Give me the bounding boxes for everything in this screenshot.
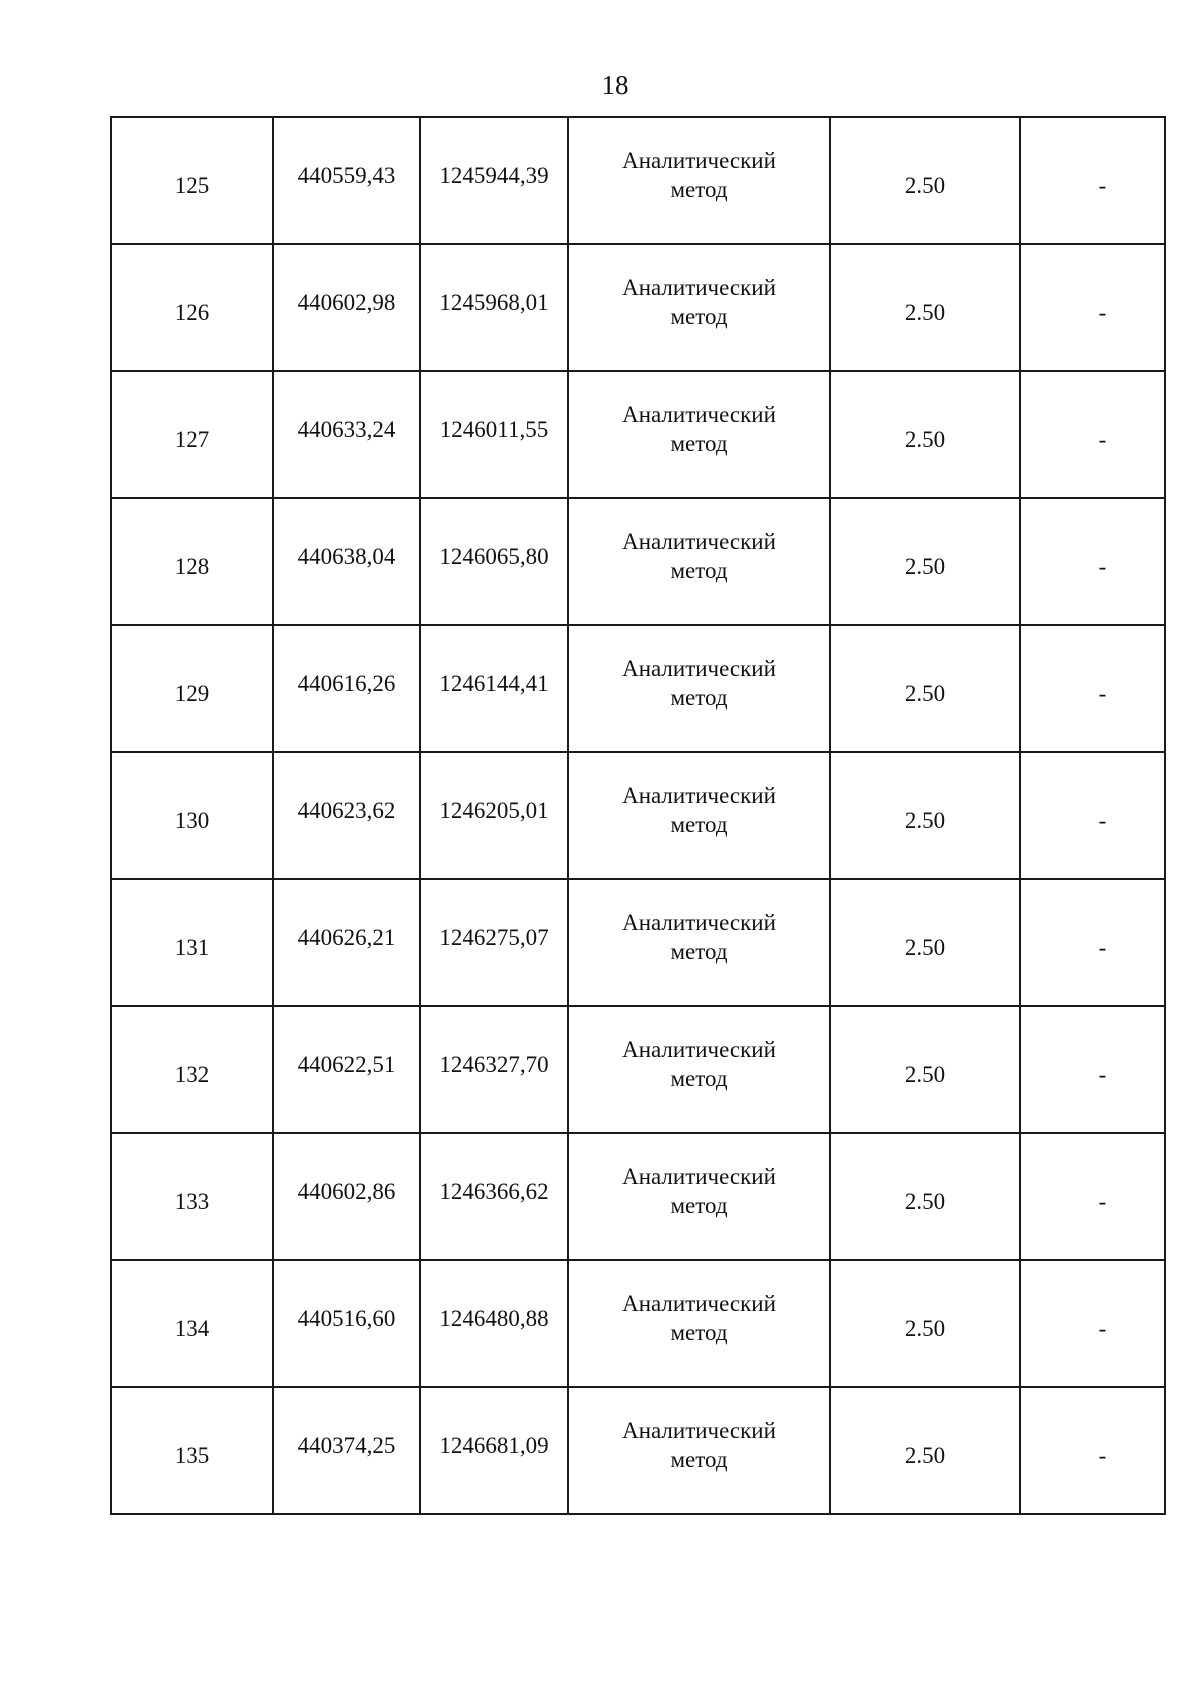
y-coordinate-cell: [420, 879, 568, 1006]
y-coordinate: 1246011,55: [439, 417, 549, 442]
method-line-1: Аналитический: [622, 1163, 776, 1189]
table-row: [111, 244, 1165, 371]
description-value: -: [1098, 1316, 1107, 1341]
y-coordinate-cell: [420, 498, 568, 625]
x-coordinate: 440516,60: [297, 1306, 396, 1331]
method-cell: [568, 1133, 830, 1260]
x-coordinate: 440374,25: [297, 1433, 396, 1458]
description-value: -: [1098, 173, 1107, 198]
method-line-2: метод: [670, 557, 728, 583]
description-value: -: [1098, 1189, 1107, 1214]
y-coordinate-cell: [420, 371, 568, 498]
accuracy-value: 2.50: [904, 427, 946, 452]
x-coordinate: 440559,43: [297, 163, 396, 188]
description-cell: [1020, 117, 1165, 244]
point-number: 126: [174, 300, 210, 325]
y-coordinate: 1246480,88: [439, 1306, 549, 1331]
point-number-cell: [111, 371, 273, 498]
method-cell: [568, 117, 830, 244]
table-row: [111, 117, 1165, 244]
method-cell: [568, 1387, 830, 1514]
y-coordinate: 1246065,80: [439, 544, 549, 569]
method-cell: [568, 498, 830, 625]
accuracy-cell: [830, 752, 1020, 879]
method-text: [569, 400, 829, 458]
method-line-1: Аналитический: [622, 274, 776, 300]
x-coordinate-cell: [273, 1006, 420, 1133]
accuracy-value: 2.50: [904, 1316, 946, 1341]
accuracy-value: 2.50: [904, 1189, 946, 1214]
accuracy-cell: [830, 371, 1020, 498]
accuracy-value: 2.50: [904, 173, 946, 198]
method-cell: [568, 1260, 830, 1387]
x-coordinate-cell: [273, 752, 420, 879]
y-coordinate: 1245968,01: [439, 290, 549, 315]
method-text: [569, 781, 829, 839]
coordinates-table-body: [111, 117, 1165, 1514]
point-number: 128: [174, 554, 210, 579]
method-line-2: метод: [670, 303, 728, 329]
method-text: [569, 1162, 829, 1220]
accuracy-cell: [830, 244, 1020, 371]
method-text: [569, 1416, 829, 1474]
accuracy-cell: [830, 879, 1020, 1006]
method-text: [569, 527, 829, 585]
point-number-cell: [111, 1133, 273, 1260]
description-cell: [1020, 1260, 1165, 1387]
description-value: -: [1098, 554, 1107, 579]
method-cell: [568, 371, 830, 498]
y-coordinate: 1246327,70: [439, 1052, 549, 1077]
point-number-cell: [111, 244, 273, 371]
y-coordinate: 1246366,62: [439, 1179, 549, 1204]
point-number-cell: [111, 498, 273, 625]
x-coordinate: 440622,51: [297, 1052, 396, 1077]
table-row: [111, 1260, 1165, 1387]
point-number-cell: [111, 752, 273, 879]
method-line-1: Аналитический: [622, 147, 776, 173]
method-line-2: метод: [670, 1319, 728, 1345]
method-line-2: метод: [670, 1446, 728, 1472]
point-number-cell: [111, 117, 273, 244]
y-coordinate-cell: [420, 1006, 568, 1133]
method-line-1: Аналитический: [622, 909, 776, 935]
point-number-cell: [111, 1006, 273, 1133]
x-coordinate-cell: [273, 1133, 420, 1260]
method-cell: [568, 625, 830, 752]
description-cell: [1020, 1387, 1165, 1514]
accuracy-value: 2.50: [904, 300, 946, 325]
description-cell: [1020, 371, 1165, 498]
point-number: 127: [174, 427, 210, 452]
method-line-1: Аналитический: [622, 782, 776, 808]
x-coordinate-cell: [273, 625, 420, 752]
description-cell: [1020, 1133, 1165, 1260]
method-line-1: Аналитический: [622, 1417, 776, 1443]
table-row: [111, 625, 1165, 752]
description-cell: [1020, 244, 1165, 371]
point-number-cell: [111, 879, 273, 1006]
method-text: [569, 1289, 829, 1347]
y-coordinate-cell: [420, 752, 568, 879]
y-coordinate-cell: [420, 1260, 568, 1387]
method-line-1: Аналитический: [622, 401, 776, 427]
method-cell: [568, 752, 830, 879]
method-text: [569, 273, 829, 331]
description-cell: [1020, 498, 1165, 625]
method-line-2: метод: [670, 1192, 728, 1218]
table-row: [111, 1387, 1165, 1514]
table-row: [111, 1006, 1165, 1133]
x-coordinate: 440633,24: [297, 417, 396, 442]
description-cell: [1020, 1006, 1165, 1133]
accuracy-value: 2.50: [904, 554, 946, 579]
x-coordinate-cell: [273, 244, 420, 371]
table-row: [111, 879, 1165, 1006]
accuracy-value: 2.50: [904, 935, 946, 960]
method-text: [569, 146, 829, 204]
point-number: 135: [174, 1443, 210, 1468]
accuracy-cell: [830, 1387, 1020, 1514]
accuracy-cell: [830, 498, 1020, 625]
description-value: -: [1098, 1062, 1107, 1087]
method-line-1: Аналитический: [622, 655, 776, 681]
x-coordinate: 440602,86: [297, 1179, 396, 1204]
table-row: [111, 498, 1165, 625]
y-coordinate-cell: [420, 1387, 568, 1514]
coordinates-table: [110, 116, 1166, 1515]
point-number-cell: [111, 625, 273, 752]
method-text: [569, 908, 829, 966]
method-line-2: метод: [670, 684, 728, 710]
description-value: -: [1098, 427, 1107, 452]
point-number: 125: [174, 173, 210, 198]
point-number: 134: [174, 1316, 210, 1341]
method-cell: [568, 1006, 830, 1133]
method-text: [569, 1035, 829, 1093]
accuracy-cell: [830, 1006, 1020, 1133]
method-line-1: Аналитический: [622, 528, 776, 554]
method-line-2: метод: [670, 176, 728, 202]
y-coordinate: 1246681,09: [439, 1433, 549, 1458]
accuracy-cell: [830, 1260, 1020, 1387]
accuracy-value: 2.50: [904, 1062, 946, 1087]
x-coordinate: 440638,04: [297, 544, 396, 569]
y-coordinate: 1246144,41: [439, 671, 549, 696]
accuracy-value: 2.50: [904, 1443, 946, 1468]
point-number: 129: [174, 681, 210, 706]
x-coordinate: 440626,21: [297, 925, 396, 950]
point-number: 130: [174, 808, 210, 833]
description-value: -: [1098, 935, 1107, 960]
x-coordinate-cell: [273, 879, 420, 1006]
point-number: 132: [174, 1062, 210, 1087]
description-value: -: [1098, 300, 1107, 325]
table-row: [111, 1133, 1165, 1260]
y-coordinate-cell: [420, 1133, 568, 1260]
description-value: -: [1098, 681, 1107, 706]
description-cell: [1020, 625, 1165, 752]
y-coordinate-cell: [420, 117, 568, 244]
x-coordinate-cell: [273, 1260, 420, 1387]
x-coordinate: 440602,98: [297, 290, 396, 315]
description-cell: [1020, 752, 1165, 879]
method-line-2: метод: [670, 938, 728, 964]
x-coordinate-cell: [273, 1387, 420, 1514]
y-coordinate: 1246205,01: [439, 798, 549, 823]
accuracy-value: 2.50: [904, 808, 946, 833]
accuracy-value: 2.50: [904, 681, 946, 706]
method-line-1: Аналитический: [622, 1290, 776, 1316]
table-row: [111, 371, 1165, 498]
table-row: [111, 752, 1165, 879]
method-line-2: метод: [670, 1065, 728, 1091]
point-number: 133: [174, 1189, 210, 1214]
y-coordinate-cell: [420, 625, 568, 752]
method-line-2: метод: [670, 811, 728, 837]
y-coordinate: 1246275,07: [439, 925, 549, 950]
description-value: -: [1098, 808, 1107, 833]
accuracy-cell: [830, 625, 1020, 752]
accuracy-cell: [830, 117, 1020, 244]
x-coordinate-cell: [273, 371, 420, 498]
accuracy-cell: [830, 1133, 1020, 1260]
method-cell: [568, 879, 830, 1006]
point-number: 131: [174, 935, 210, 960]
point-number-cell: [111, 1387, 273, 1514]
y-coordinate-cell: [420, 244, 568, 371]
x-coordinate-cell: [273, 498, 420, 625]
x-coordinate: 440616,26: [297, 671, 396, 696]
method-line-2: метод: [670, 430, 728, 456]
description-cell: [1020, 879, 1165, 1006]
point-number-cell: [111, 1260, 273, 1387]
method-cell: [568, 244, 830, 371]
method-text: [569, 654, 829, 712]
x-coordinate-cell: [273, 117, 420, 244]
page-number: 18: [601, 70, 629, 100]
y-coordinate: 1245944,39: [439, 163, 549, 188]
description-value: -: [1098, 1443, 1107, 1468]
method-line-1: Аналитический: [622, 1036, 776, 1062]
x-coordinate: 440623,62: [297, 798, 396, 823]
